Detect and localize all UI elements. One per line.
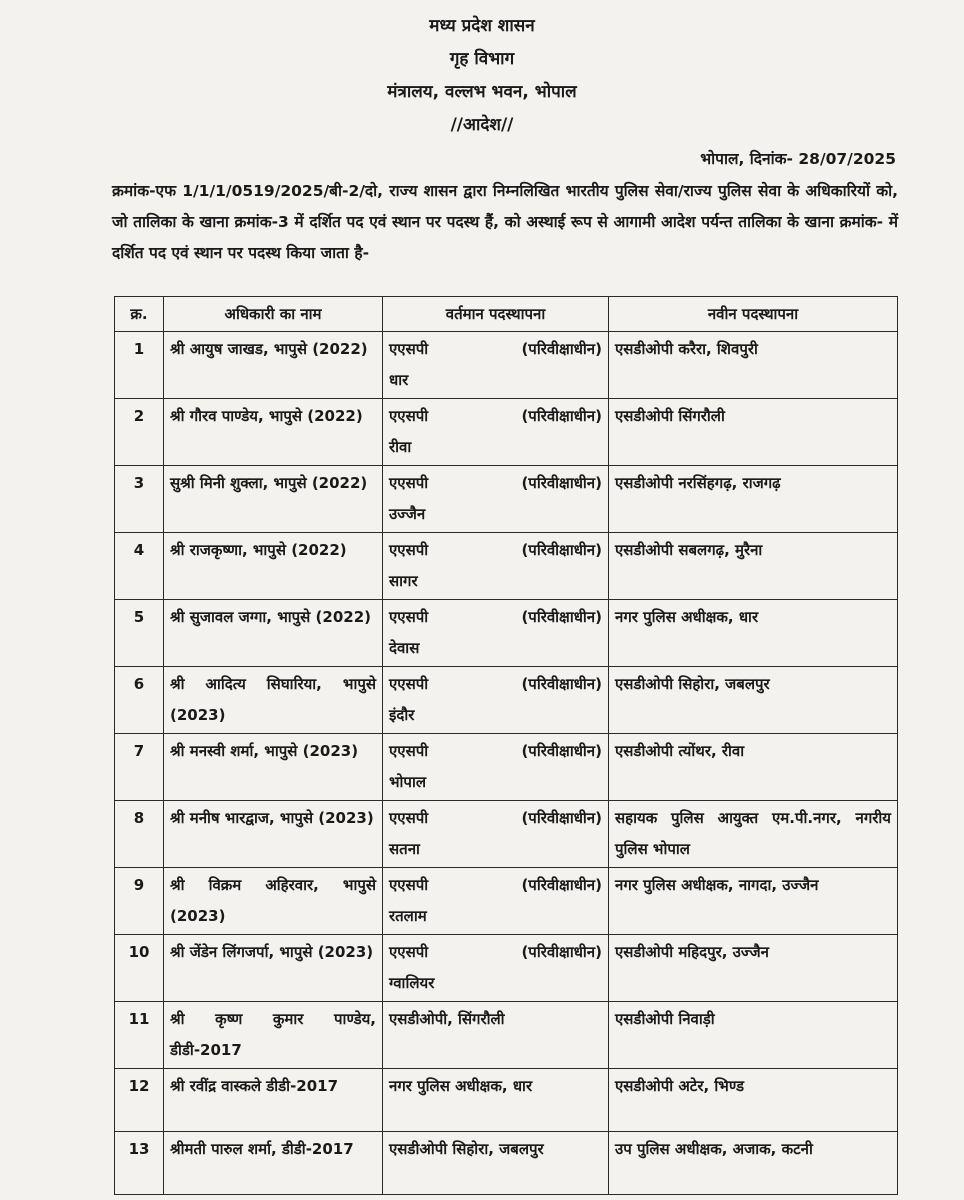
current-location: रतलाम	[389, 907, 427, 925]
current-posting-cell	[383, 734, 609, 801]
current-designation: एएसपी	[389, 809, 429, 827]
table-row	[115, 600, 898, 667]
current-designation: एएसपी	[389, 340, 429, 358]
current-designation: एएसपी	[389, 407, 429, 425]
new-posting-cell: एसडीओपी करैरा, शिवपुरी	[609, 332, 898, 399]
current-posting-cell	[383, 935, 609, 1002]
officer-name-cell: श्री आदित्य सिघारिया, भापुसे (2023)	[164, 667, 383, 734]
officer-name-cell: श्री आयुष जाखड, भापुसे (2022)	[164, 332, 383, 399]
new-posting-cell: नगर पुलिस अधीक्षक, नागदा, उज्जैन	[609, 868, 898, 935]
col-header-sn: क्र.	[115, 297, 164, 332]
officer-name-cell: श्री मनीष भारद्वाज, भापुसे (2023)	[164, 801, 383, 868]
officer-name-cell: श्री विक्रम अहिरवार, भापुसे (2023)	[164, 868, 383, 935]
serial-number-cell: 7	[115, 734, 164, 801]
current-designation: एएसपी	[389, 541, 429, 559]
serial-number-cell: 9	[115, 868, 164, 935]
table-row	[115, 399, 898, 466]
new-posting-cell: उप पुलिस अधीक्षक, अजाक, कटनी	[609, 1132, 898, 1195]
order-heading: //आदेश//	[450, 115, 514, 135]
current-designation: एएसपी	[389, 675, 429, 693]
current-designation: एसडीओपी, सिंगरौली	[389, 1010, 505, 1028]
government-title: मध्य प्रदेश शासन	[429, 16, 535, 36]
current-posting-cell	[383, 1069, 609, 1132]
table-row	[115, 466, 898, 533]
current-designation: एएसपी	[389, 943, 429, 961]
department-title: गृह विभाग	[449, 49, 515, 69]
col-header-current-posting: वर्तमान पदस्थापना	[383, 297, 609, 332]
new-posting-cell: नगर पुलिस अधीक्षक, धार	[609, 600, 898, 667]
serial-number-cell: 1	[115, 332, 164, 399]
probation-status: (परिवीक्षाधीन)	[521, 407, 602, 425]
probation-status: (परिवीक्षाधीन)	[521, 943, 602, 961]
new-posting-cell: एसडीओपी सिहोरा, जबलपुर	[609, 667, 898, 734]
current-location: धार	[389, 371, 409, 389]
table-row	[115, 1069, 898, 1132]
current-posting-cell	[383, 533, 609, 600]
current-location: रीवा	[389, 438, 412, 456]
current-location: देवास	[389, 639, 420, 657]
serial-number-cell: 11	[115, 1002, 164, 1069]
current-posting-cell	[383, 332, 609, 399]
current-location: सागर	[389, 572, 418, 590]
probation-status: (परिवीक्षाधीन)	[521, 742, 602, 760]
current-posting-cell	[383, 868, 609, 935]
current-designation: एएसपी	[389, 608, 429, 626]
ministry-address: मंत्रालय, वल्लभ भवन, भोपाल	[387, 82, 577, 102]
table-row	[115, 801, 898, 868]
current-location: सतना	[389, 840, 420, 858]
new-posting-cell: एसडीओपी त्योंथर, रीवा	[609, 734, 898, 801]
new-posting-cell: सहायक पुलिस आयुक्त एम.पी.नगर, नगरीय पुलिस भोपाल	[609, 801, 898, 868]
serial-number-cell: 4	[115, 533, 164, 600]
current-designation: नगर पुलिस अधीक्षक, धार	[389, 1077, 533, 1095]
probation-status: (परिवीक्षाधीन)	[521, 474, 602, 492]
serial-number-cell: 3	[115, 466, 164, 533]
current-posting-cell	[383, 801, 609, 868]
probation-status: (परिवीक्षाधीन)	[521, 541, 602, 559]
officer-name-cell: श्री कृष्ण कुमार पाण्डेय, डीडी-2017	[164, 1002, 383, 1069]
current-designation: एसडीओपी सिहोरा, जबलपुर	[389, 1140, 544, 1158]
table-row	[115, 1132, 898, 1195]
probation-status: (परिवीक्षाधीन)	[521, 675, 602, 693]
officer-name-cell: श्री जेंडेन लिंगजर्पा, भापुसे (2023)	[164, 935, 383, 1002]
officer-name-cell: श्री मनस्वी शर्मा, भापुसे (2023)	[164, 734, 383, 801]
current-location: इंदौर	[389, 706, 415, 724]
transfer-table	[114, 296, 898, 1195]
probation-status: (परिवीक्षाधीन)	[521, 608, 602, 626]
table-row	[115, 332, 898, 399]
serial-number-cell: 2	[115, 399, 164, 466]
table-row	[115, 868, 898, 935]
current-posting-cell	[383, 1132, 609, 1195]
table-row	[115, 667, 898, 734]
new-posting-cell: एसडीओपी अटेर, भिण्ड	[609, 1069, 898, 1132]
order-intro-paragraph: क्रमांक-एफ 1/1/1/0519/2025/बी-2/दो, राज्य शासन द्वारा निम्नलिखित भारतीय पुलिस सेवा/राज्य पुलिस सेवा के अधिकारियों को, जो तालिका के खाना क्रमांक-3 में दर्शित पद एवं स्थान पर पदस्थ हैं, को अस्थाई रूप से आगामी आदेश पर्यन्त तालिका के खाना क्रमांक- में दर्शित पद एवं स्थान पर पदस्थ किया जाता है-	[112, 182, 898, 262]
officer-name-cell: श्रीमती पारुल शर्मा, डीडी-2017	[164, 1132, 383, 1195]
current-location: भोपाल	[389, 773, 427, 791]
officer-name-cell: श्री रवींद्र वास्कले डीडी-2017	[164, 1069, 383, 1132]
current-posting-cell	[383, 399, 609, 466]
officer-name-cell: श्री गौरव पाण्डेय, भापुसे (2022)	[164, 399, 383, 466]
table-header-row	[115, 297, 898, 332]
table-row	[115, 935, 898, 1002]
officer-name-cell: सुश्री मिनी शुक्ला, भापुसे (2022)	[164, 466, 383, 533]
probation-status: (परिवीक्षाधीन)	[521, 340, 602, 358]
current-location: ग्वालियर	[389, 974, 435, 992]
serial-number-cell: 8	[115, 801, 164, 868]
new-posting-cell: एसडीओपी सबलगढ़, मुरैना	[609, 533, 898, 600]
new-posting-cell: एसडीओपी महिदपुर, उज्जैन	[609, 935, 898, 1002]
date-line: भोपाल, दिनांक- 28/07/2025	[700, 150, 896, 168]
probation-status: (परिवीक्षाधीन)	[521, 809, 602, 827]
current-designation: एएसपी	[389, 876, 429, 894]
new-posting-cell: एसडीओपी नरसिंहगढ़, राजगढ़	[609, 466, 898, 533]
serial-number-cell: 5	[115, 600, 164, 667]
table-row	[115, 1002, 898, 1069]
col-header-officer-name: अधिकारी का नाम	[164, 297, 383, 332]
table-row	[115, 533, 898, 600]
current-location: उज्जैन	[389, 505, 426, 523]
current-posting-cell	[383, 466, 609, 533]
document-header	[0, 10, 964, 142]
current-posting-cell	[383, 1002, 609, 1069]
serial-number-cell: 13	[115, 1132, 164, 1195]
serial-number-cell: 6	[115, 667, 164, 734]
current-posting-cell	[383, 600, 609, 667]
new-posting-cell: एसडीओपी निवाड़ी	[609, 1002, 898, 1069]
serial-number-cell: 12	[115, 1069, 164, 1132]
col-header-new-posting: नवीन पदस्थापना	[609, 297, 898, 332]
table-row	[115, 734, 898, 801]
officer-name-cell: श्री राजकृष्णा, भापुसे (2022)	[164, 533, 383, 600]
current-designation: एएसपी	[389, 742, 429, 760]
probation-status: (परिवीक्षाधीन)	[521, 876, 602, 894]
current-posting-cell	[383, 667, 609, 734]
serial-number-cell: 10	[115, 935, 164, 1002]
new-posting-cell: एसडीओपी सिंगरौली	[609, 399, 898, 466]
officer-name-cell: श्री सुजावल जग्गा, भापुसे (2022)	[164, 600, 383, 667]
current-designation: एएसपी	[389, 474, 429, 492]
